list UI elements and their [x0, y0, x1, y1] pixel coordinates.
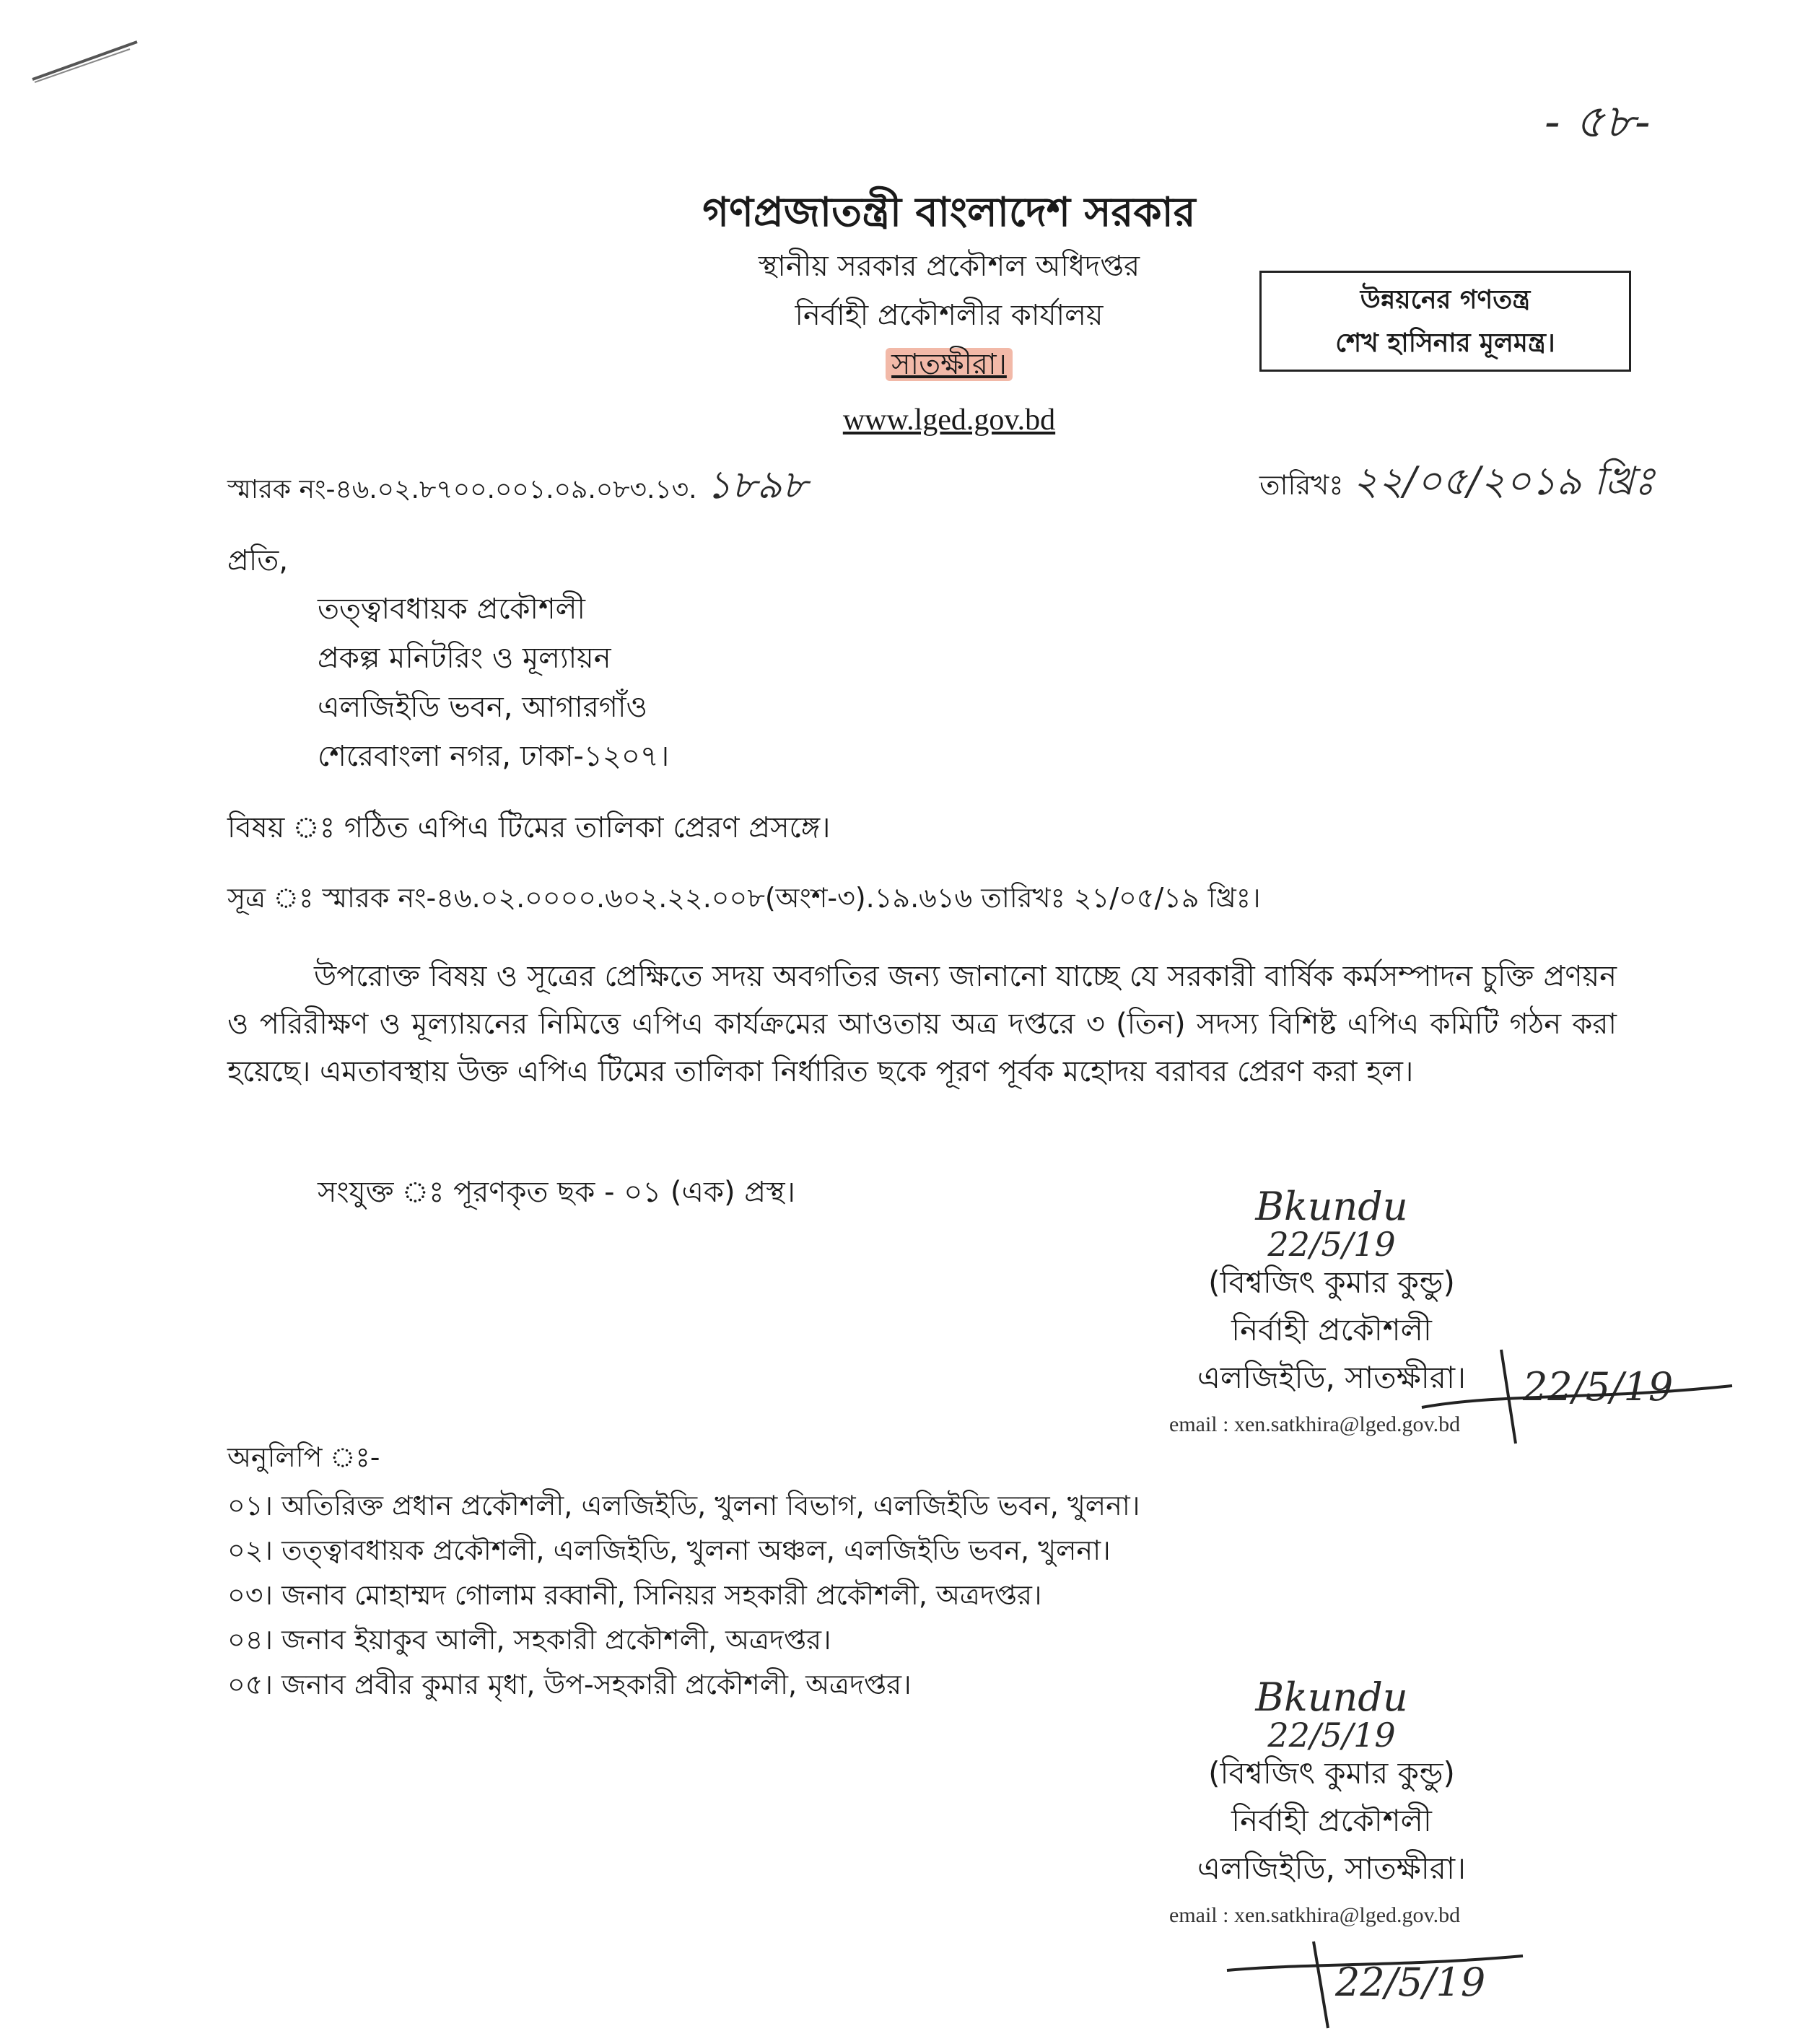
district-name: সাতক্ষীরা।	[886, 348, 1013, 381]
motto-line-2: শেখ হাসিনার মূলমন্ত্র।	[1335, 328, 1555, 358]
motto-line-1: উন্নয়নের গণতন্ত্র	[1360, 285, 1531, 315]
attachment-line: সংযুক্ত ঃ পূরণকৃত ছক - ০১ (এক) প্রস্থ।	[318, 1176, 795, 1209]
memo-number	[227, 455, 808, 520]
cc-item-1: ০১। অতিরিক্ত প্রধান প্রকৌশলী, এলজিইডি, খুলনা বিভাগ, এলজিইডি ভবন, খুলনা।	[227, 1490, 1140, 1521]
signature-2-designation: নির্বাহী প্রকৌশলী	[1231, 1803, 1432, 1838]
signature-2-initial-date: 22/5/19	[1335, 1960, 1486, 2005]
signature-1-name: (বিশ্বজিৎ কুমার কুন্ডু)	[1208, 1265, 1455, 1300]
signature-2-email[interactable]: email : xen.satkhira@lged.gov.bd	[1169, 1903, 1461, 1927]
header	[577, 184, 1321, 445]
memo-date	[1259, 451, 1655, 516]
signature-1-designation: নির্বাহী প্রকৌশলী	[1231, 1312, 1432, 1348]
cc-item-4: ০৪। জনাব ইয়াকুব আলী, সহকারী প্রকৌশলী, অত্রদপ্তর।	[227, 1624, 831, 1656]
cc-item-2: ০২। তত্ত্বাবধায়ক প্রকৌশলী, এলজিইডি, খুলনা অঞ্চল, এলজিইডি ভবন, খুলনা।	[227, 1534, 1111, 1566]
signature-1-date: 22/5/19	[1267, 1225, 1396, 1264]
recipient-line-3: এলজিইডি ভবন, আগারগাঁও	[318, 691, 647, 724]
signature-1-handwritten: Bkundu	[1255, 1184, 1408, 1229]
memo-prefix: স্মারক নং-৪৬.০২.৮৭০০.০০১.০৯.০৮৩.১৩.	[227, 475, 697, 505]
website-link[interactable]: www.lged.gov.bd	[842, 403, 1056, 437]
recipient-line-4: শেরেবাংলা নগর, ঢাকা-১২০৭।	[318, 740, 670, 773]
date-label: তারিখঃ	[1259, 469, 1344, 501]
department-name: স্থানীয় সরকার প্রকৌশল অধিদপ্তর	[758, 250, 1140, 283]
date-handwritten: ২২/০৫/২০১৯ খ্রিঃ	[1353, 458, 1655, 504]
pen-stroke-mark	[29, 36, 144, 87]
signature-1-initial-stroke	[1415, 1335, 1747, 1451]
recipient-line-2: প্রকল্প মনিটরিং ও মূল্যায়ন	[318, 642, 611, 675]
signature-2-handwritten: Bkundu	[1255, 1674, 1408, 1720]
signature-2-office: এলজিইডি, সাতক্ষীরা।	[1197, 1851, 1467, 1886]
recipient-address	[318, 585, 669, 781]
signature-2-initial-stroke	[1220, 1934, 1552, 2035]
to-label: প্রতি,	[227, 544, 289, 577]
subject-line: বিষয় ঃ গঠিত এপিএ টিমের তালিকা প্রেরণ প্রসঙ্গে।	[227, 811, 831, 844]
body-paragraph: উপরোক্ত বিষয় ও সূত্রের প্রেক্ষিতে সদয় অবগতির জন্য জানানো যাচ্ছে যে সরকারী বার্ষিক কর্মসম্পাদন চুক্তি প্রণয়ন ও পরিরীক্ষণ ও মূল্যায়নের নিমিত্তে এপিএ কার্যক্রমের আওতায় অত্র দপ্তরে ৩ (তিন) সদস্য বিশিষ্ট এপিএ কমিটি গঠন করা হয়েছে। এমতাবস্থায় উক্ত এপিএ টিমের তালিকা নির্ধারিত ছকে পূরণ পূর্বক মহোদয় বরাবর প্রেরণ করা হল।	[227, 960, 1617, 1088]
office-name: নির্বাহী প্রকৌশলীর কার্যালয়	[795, 299, 1104, 332]
signature-1-email[interactable]: email : xen.satkhira@lged.gov.bd	[1169, 1412, 1461, 1436]
cc-label: অনুলিপি ঃ-	[227, 1441, 380, 1473]
motto-box	[1259, 271, 1631, 372]
cc-list	[227, 1483, 1140, 1707]
page-number: - ৫৮-	[1545, 95, 1651, 149]
signature-1-initial-date: 22/5/19	[1523, 1364, 1674, 1410]
signature-2-name: (বিশ্বজিৎ কুমার কুন্ডু)	[1208, 1755, 1455, 1791]
signature-1-office: এলজিইডি, সাতক্ষীরা।	[1197, 1360, 1467, 1395]
cc-item-3: ০৩। জনাব মোহাম্মদ গোলাম রব্বানী, সিনিয়র সহকারী প্রকৌশলী, অত্রদপ্তর।	[227, 1579, 1042, 1611]
government-title: গণপ্রজাতন্ত্রী বাংলাদেশ সরকার	[702, 189, 1196, 236]
signature-2-date: 22/5/19	[1267, 1716, 1396, 1755]
memo-handwritten-number: ১৮৯৮	[706, 462, 808, 507]
signature-block-2	[1140, 1674, 1523, 1892]
reference-line: সূত্র ঃ স্মারক নং-৪৬.০২.০০০০.৬০২.২২.০০৮(অংশ-৩).১৯.৬১৬ তারিখঃ ২১/০৫/১৯ খ্রিঃ।	[227, 882, 1261, 914]
cc-item-5: ০৫। জনাব প্রবীর কুমার মৃধা, উপ-সহকারী প্রকৌশলী, অত্রদপ্তর।	[227, 1669, 912, 1700]
recipient-line-1: তত্ত্বাবধায়ক প্রকৌশলী	[318, 593, 585, 626]
